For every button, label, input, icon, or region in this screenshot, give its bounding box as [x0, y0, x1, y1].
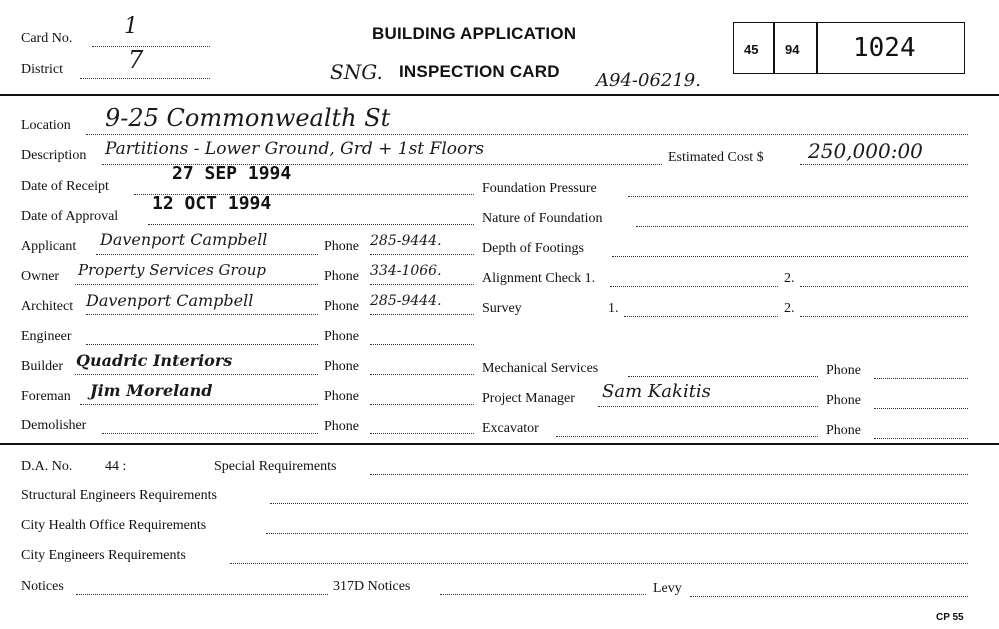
project-manager-label: Project Manager — [482, 391, 575, 406]
mechanical-phone-label: Phone — [826, 363, 861, 378]
excavator-label: Excavator — [482, 421, 539, 436]
box-value-1: 45 — [744, 42, 759, 57]
survey-2-label: 2. — [784, 301, 795, 316]
location-label: Location — [21, 118, 71, 133]
project-manager-phone-label: Phone — [826, 393, 861, 408]
box-value-2: 94 — [785, 42, 800, 57]
district-value: 7 — [128, 46, 144, 74]
levy-line — [690, 596, 968, 597]
project-manager-phone-line — [874, 408, 968, 409]
district-line — [80, 78, 210, 79]
box-divider-2 — [816, 22, 818, 74]
owner-line — [75, 284, 318, 285]
estimated-cost-line — [800, 164, 968, 165]
architect-line — [86, 314, 318, 315]
date-receipt-stamp: 27 SEP 1994 — [172, 163, 292, 184]
excavator-line — [556, 436, 818, 437]
application-number: A94-06219. — [596, 70, 701, 91]
architect-phone-value: 285-9444. — [370, 293, 442, 309]
card-no-value: 1 — [124, 14, 138, 39]
mechanical-phone-line — [874, 378, 968, 379]
health-requirements-line — [266, 533, 968, 534]
architect-phone-line — [370, 314, 474, 315]
demolisher-phone-line — [370, 433, 474, 434]
section-rule — [0, 443, 999, 445]
architect-label: Architect — [21, 299, 74, 314]
depth-footings-label: Depth of Footings — [482, 241, 584, 256]
applicant-line — [96, 254, 318, 255]
notices-317d-line — [440, 594, 646, 595]
survey-line-2 — [800, 316, 968, 317]
levy-label: Levy — [653, 581, 682, 596]
applicant-phone-line — [370, 254, 474, 255]
builder-value: Quadric Interiors — [76, 351, 233, 370]
location-value: 9-25 Commonwealth St — [105, 104, 391, 132]
applicant-value: Davenport Campbell — [100, 230, 268, 249]
city-engineers-requirements-label: City Engineers Requirements — [21, 548, 186, 563]
notices-line — [76, 594, 328, 595]
owner-phone-line — [370, 284, 474, 285]
engineer-line — [86, 344, 318, 345]
demolisher-label: Demolisher — [21, 418, 87, 433]
survey-line-1 — [624, 316, 778, 317]
builder-label: Builder — [21, 359, 63, 374]
da-no-label: D.A. No. — [21, 459, 73, 474]
alignment-check-line-1 — [610, 286, 778, 287]
project-manager-value: Sam Kakitis — [602, 381, 711, 402]
location-line — [86, 134, 968, 135]
header-rule — [0, 94, 999, 96]
district-label: District — [21, 62, 63, 77]
estimated-cost-label: Estimated Cost $ — [668, 150, 764, 165]
date-approval-line — [148, 224, 474, 225]
depth-footings-line — [612, 256, 968, 257]
excavator-phone-line — [874, 438, 968, 439]
engineer-phone-line — [370, 344, 474, 345]
owner-phone-label: Phone — [324, 269, 359, 284]
owner-value: Property Services Group — [78, 261, 266, 279]
form-code: CP 55 — [936, 612, 964, 623]
demolisher-phone-label: Phone — [324, 419, 359, 434]
survey-label: Survey — [482, 301, 522, 316]
structural-requirements-line — [270, 503, 968, 504]
date-approval-stamp: 12 OCT 1994 — [152, 193, 272, 214]
foundation-pressure-line — [628, 196, 968, 197]
city-engineers-requirements-line — [230, 563, 968, 564]
foundation-pressure-label: Foundation Pressure — [482, 181, 597, 196]
box-divider-1 — [773, 22, 775, 74]
project-manager-line — [598, 406, 818, 407]
owner-label: Owner — [21, 269, 60, 284]
date-receipt-label: Date of Receipt — [21, 179, 109, 194]
foreman-value: Jim Moreland — [90, 381, 213, 400]
foreman-label: Foreman — [21, 389, 71, 404]
applicant-phone-value: 285-9444. — [370, 233, 442, 249]
description-value: Partitions - Lower Ground, Grd + 1st Floors — [105, 139, 485, 159]
alignment-check-2-label: 2. — [784, 271, 795, 286]
card-no-label: Card No. — [21, 31, 73, 46]
builder-phone-line — [370, 374, 474, 375]
da-no-value: 44 : — [105, 459, 127, 474]
date-approval-label: Date of Approval — [21, 209, 119, 224]
nature-foundation-line — [636, 226, 968, 227]
foreman-line — [80, 404, 318, 405]
builder-line — [75, 374, 318, 375]
alignment-check-label: Alignment Check 1. — [482, 271, 596, 286]
engineer-phone-label: Phone — [324, 329, 359, 344]
notices-317d-label: 317D Notices — [333, 579, 411, 594]
builder-phone-label: Phone — [324, 359, 359, 374]
form-title-line2: INSPECTION CARD — [399, 62, 560, 81]
owner-phone-value: 334-1066. — [370, 263, 442, 279]
applicant-label: Applicant — [21, 239, 77, 254]
notices-label: Notices — [21, 579, 64, 594]
architect-phone-label: Phone — [324, 299, 359, 314]
engineer-label: Engineer — [21, 329, 72, 344]
structural-requirements-label: Structural Engineers Requirements — [21, 488, 217, 503]
card-no-line — [92, 46, 210, 47]
demolisher-line — [102, 433, 318, 434]
foreman-phone-line — [370, 404, 474, 405]
district-code: SNG. — [330, 60, 383, 84]
special-requirements-line — [370, 474, 968, 475]
architect-value: Davenport Campbell — [86, 291, 254, 310]
survey-1-label: 1. — [608, 301, 619, 316]
description-label: Description — [21, 148, 87, 163]
health-requirements-label: City Health Office Requirements — [21, 518, 207, 533]
nature-foundation-label: Nature of Foundation — [482, 211, 603, 226]
special-requirements-label: Special Requirements — [214, 459, 337, 474]
alignment-check-line-2 — [800, 286, 968, 287]
form-title-line1: BUILDING APPLICATION — [372, 24, 577, 43]
card-number-box — [733, 22, 965, 74]
estimated-cost-value: 250,000:00 — [808, 139, 923, 163]
applicant-phone-label: Phone — [324, 239, 359, 254]
excavator-phone-label: Phone — [826, 423, 861, 438]
mechanical-line — [628, 376, 818, 377]
mechanical-label: Mechanical Services — [482, 361, 599, 376]
box-value-3: 1024 — [853, 33, 916, 63]
foreman-phone-label: Phone — [324, 389, 359, 404]
